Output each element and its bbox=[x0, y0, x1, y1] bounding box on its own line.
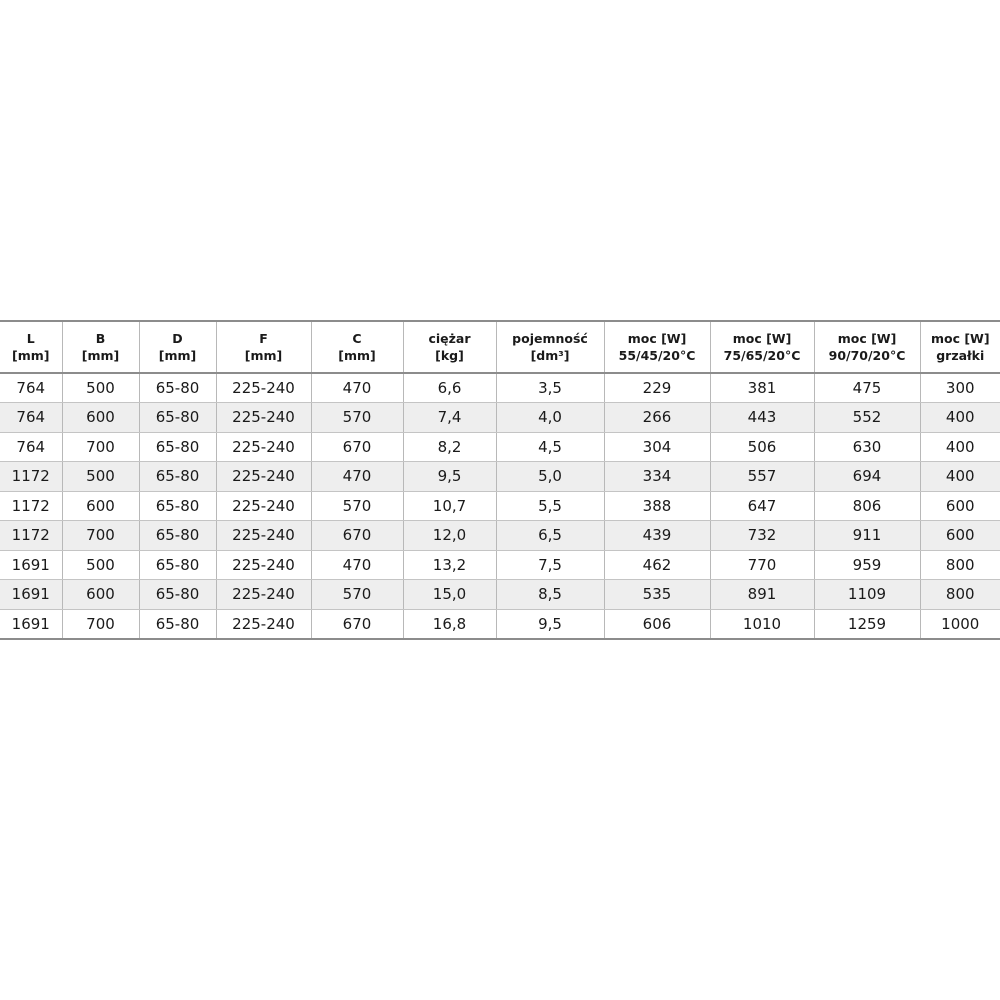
column-header-unit: [mm] bbox=[158, 348, 197, 363]
table-cell: 670 bbox=[311, 521, 403, 551]
table-cell: 65-80 bbox=[139, 432, 216, 462]
radiator-spec-table bbox=[0, 320, 1000, 640]
column-header-title: L bbox=[26, 331, 35, 346]
table-cell: 647 bbox=[710, 491, 814, 521]
table-cell: 470 bbox=[311, 373, 403, 403]
table-cell: 570 bbox=[311, 580, 403, 610]
table-cell: 229 bbox=[604, 373, 710, 403]
column-header bbox=[139, 321, 216, 373]
table-cell: 439 bbox=[604, 521, 710, 551]
table-cell: 225-240 bbox=[216, 432, 311, 462]
column-header bbox=[814, 321, 920, 373]
table-cell: 7,4 bbox=[403, 403, 496, 433]
table-cell: 959 bbox=[814, 550, 920, 580]
column-header-unit: [mm] bbox=[338, 348, 376, 363]
table-cell: 606 bbox=[604, 609, 710, 639]
table-cell: 732 bbox=[710, 521, 814, 551]
column-header-unit: [mm] bbox=[81, 348, 120, 363]
table-cell: 6,5 bbox=[496, 521, 604, 551]
table-cell: 15,0 bbox=[403, 580, 496, 610]
table-cell: 9,5 bbox=[403, 462, 496, 492]
table-cell: 6,6 bbox=[403, 373, 496, 403]
table-cell: 388 bbox=[604, 491, 710, 521]
table-row bbox=[0, 521, 1000, 551]
table-cell: 570 bbox=[311, 403, 403, 433]
table-cell: 225-240 bbox=[216, 521, 311, 551]
table-cell: 1010 bbox=[710, 609, 814, 639]
table-cell: 1109 bbox=[814, 580, 920, 610]
table-cell: 700 bbox=[62, 432, 139, 462]
table-cell: 764 bbox=[0, 373, 62, 403]
table-cell: 334 bbox=[604, 462, 710, 492]
table-cell: 4,0 bbox=[496, 403, 604, 433]
table-cell: 225-240 bbox=[216, 491, 311, 521]
table-cell: 1172 bbox=[0, 521, 62, 551]
table-body bbox=[0, 373, 1000, 639]
table-cell: 3,5 bbox=[496, 373, 604, 403]
table-cell: 470 bbox=[311, 462, 403, 492]
table-cell: 225-240 bbox=[216, 403, 311, 433]
column-header-unit: [mm] bbox=[244, 348, 283, 363]
table-cell: 8,5 bbox=[496, 580, 604, 610]
table-cell: 506 bbox=[710, 432, 814, 462]
table-cell: 1691 bbox=[0, 580, 62, 610]
table-cell: 225-240 bbox=[216, 462, 311, 492]
table-cell: 10,7 bbox=[403, 491, 496, 521]
table-cell: 65-80 bbox=[139, 403, 216, 433]
column-header-title: pojemność bbox=[512, 331, 588, 346]
table-cell: 16,8 bbox=[403, 609, 496, 639]
table-cell: 800 bbox=[920, 550, 1000, 580]
table-cell: 694 bbox=[814, 462, 920, 492]
column-header-unit: 55/45/20°C bbox=[618, 348, 696, 363]
table-cell: 225-240 bbox=[216, 609, 311, 639]
table-cell: 225-240 bbox=[216, 580, 311, 610]
table-cell: 670 bbox=[311, 609, 403, 639]
table-cell: 1000 bbox=[920, 609, 1000, 639]
table-cell: 557 bbox=[710, 462, 814, 492]
column-header-title: moc [W] bbox=[732, 331, 792, 346]
column-header bbox=[710, 321, 814, 373]
table-row bbox=[0, 432, 1000, 462]
table-cell: 1172 bbox=[0, 491, 62, 521]
table-row bbox=[0, 550, 1000, 580]
column-header-title: moc [W] bbox=[930, 331, 990, 346]
table-cell: 535 bbox=[604, 580, 710, 610]
table-cell: 4,5 bbox=[496, 432, 604, 462]
table-cell: 1691 bbox=[0, 609, 62, 639]
table-cell: 600 bbox=[920, 491, 1000, 521]
table-cell: 764 bbox=[0, 432, 62, 462]
column-header-title: moc [W] bbox=[837, 331, 897, 346]
table-cell: 65-80 bbox=[139, 373, 216, 403]
table-cell: 500 bbox=[62, 373, 139, 403]
table-cell: 266 bbox=[604, 403, 710, 433]
column-header bbox=[403, 321, 496, 373]
table-cell: 500 bbox=[62, 550, 139, 580]
table-cell: 700 bbox=[62, 609, 139, 639]
table-cell: 65-80 bbox=[139, 462, 216, 492]
table-cell: 225-240 bbox=[216, 373, 311, 403]
table-cell: 600 bbox=[920, 521, 1000, 551]
table-cell: 8,2 bbox=[403, 432, 496, 462]
spec-table-container bbox=[0, 320, 1000, 640]
column-header bbox=[604, 321, 710, 373]
table-cell: 600 bbox=[62, 403, 139, 433]
column-header-unit: [kg] bbox=[435, 348, 464, 363]
table-cell: 800 bbox=[920, 580, 1000, 610]
table-cell: 1691 bbox=[0, 550, 62, 580]
column-header-unit: [mm] bbox=[12, 348, 50, 363]
table-row bbox=[0, 403, 1000, 433]
table-cell: 462 bbox=[604, 550, 710, 580]
table-row bbox=[0, 609, 1000, 639]
table-cell: 600 bbox=[62, 491, 139, 521]
table-cell: 630 bbox=[814, 432, 920, 462]
table-row bbox=[0, 373, 1000, 403]
table-cell: 475 bbox=[814, 373, 920, 403]
column-header bbox=[920, 321, 1000, 373]
table-cell: 300 bbox=[920, 373, 1000, 403]
table-cell: 400 bbox=[920, 432, 1000, 462]
table-cell: 670 bbox=[311, 432, 403, 462]
table-row bbox=[0, 491, 1000, 521]
table-cell: 770 bbox=[710, 550, 814, 580]
table-cell: 764 bbox=[0, 403, 62, 433]
column-header-title: C bbox=[352, 331, 362, 346]
column-header bbox=[311, 321, 403, 373]
column-header-title: D bbox=[172, 331, 183, 346]
table-cell: 552 bbox=[814, 403, 920, 433]
table-cell: 65-80 bbox=[139, 491, 216, 521]
column-header-unit: 75/65/20°C bbox=[723, 348, 801, 363]
column-header-title: moc [W] bbox=[627, 331, 687, 346]
column-header bbox=[216, 321, 311, 373]
table-cell: 5,5 bbox=[496, 491, 604, 521]
table-cell: 65-80 bbox=[139, 609, 216, 639]
column-header-unit: grzałki bbox=[936, 348, 985, 363]
header-row bbox=[0, 321, 1000, 373]
table-cell: 891 bbox=[710, 580, 814, 610]
column-header-title: B bbox=[95, 331, 106, 346]
table-cell: 381 bbox=[710, 373, 814, 403]
table-cell: 304 bbox=[604, 432, 710, 462]
column-header-title: ciężar bbox=[428, 331, 471, 346]
table-cell: 1259 bbox=[814, 609, 920, 639]
table-cell: 12,0 bbox=[403, 521, 496, 551]
table-cell: 700 bbox=[62, 521, 139, 551]
table-cell: 5,0 bbox=[496, 462, 604, 492]
table-cell: 911 bbox=[814, 521, 920, 551]
table-cell: 1172 bbox=[0, 462, 62, 492]
table-cell: 400 bbox=[920, 462, 1000, 492]
table-cell: 470 bbox=[311, 550, 403, 580]
table-cell: 13,2 bbox=[403, 550, 496, 580]
table-cell: 400 bbox=[920, 403, 1000, 433]
table-cell: 600 bbox=[62, 580, 139, 610]
column-header-unit: [dm³] bbox=[530, 348, 570, 363]
table-cell: 65-80 bbox=[139, 580, 216, 610]
table-cell: 806 bbox=[814, 491, 920, 521]
table-cell: 500 bbox=[62, 462, 139, 492]
table-row bbox=[0, 580, 1000, 610]
table-cell: 225-240 bbox=[216, 550, 311, 580]
column-header bbox=[496, 321, 604, 373]
table-cell: 7,5 bbox=[496, 550, 604, 580]
column-header bbox=[0, 321, 62, 373]
table-cell: 9,5 bbox=[496, 609, 604, 639]
table-row bbox=[0, 462, 1000, 492]
table-cell: 570 bbox=[311, 491, 403, 521]
column-header-unit: 90/70/20°C bbox=[828, 348, 906, 363]
table-cell: 443 bbox=[710, 403, 814, 433]
table-cell: 65-80 bbox=[139, 521, 216, 551]
column-header bbox=[62, 321, 139, 373]
column-header-title: F bbox=[259, 331, 268, 346]
table-cell: 65-80 bbox=[139, 550, 216, 580]
table-header bbox=[0, 321, 1000, 373]
